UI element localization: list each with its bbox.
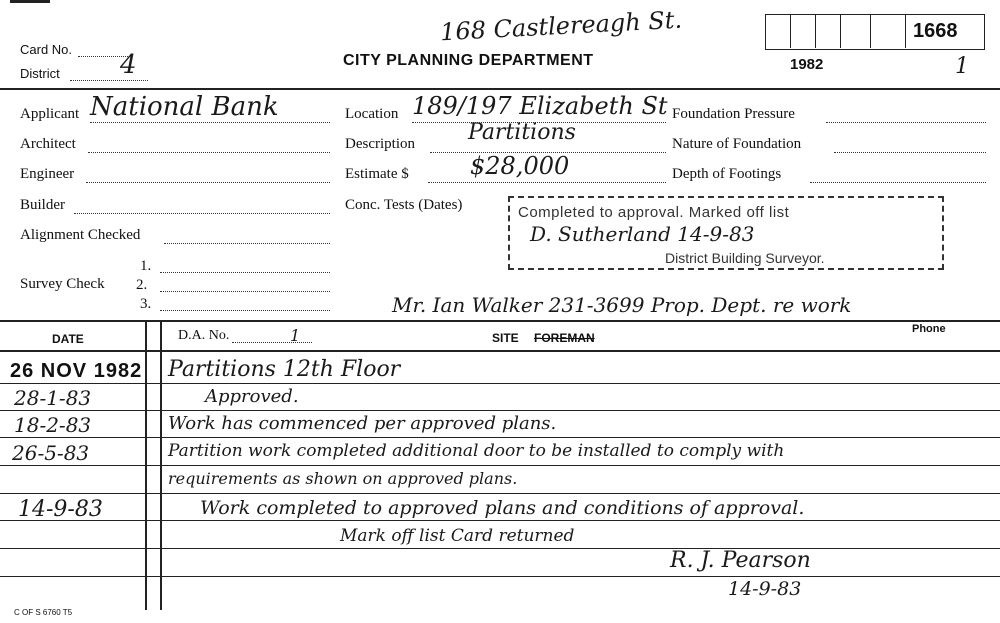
row-4-text: Partition work completed additional door to be installed to comply with <box>168 441 785 461</box>
survey-check-label: Survey Check <box>20 276 105 292</box>
card-suffix: 1 <box>955 54 969 79</box>
foreman-note: Mr. Ian Walker 231-3699 Prop. Dept. re work <box>392 293 852 317</box>
applicant-value: National Bank <box>90 92 279 122</box>
da-no-label: D.A. No. <box>178 328 230 343</box>
form-code: C OF S 6760 T5 <box>14 608 73 617</box>
inspector-signature: R. J. Pearson <box>670 548 811 573</box>
alignment-checked-label: Alignment Checked <box>20 227 141 243</box>
signature-date: 14-9-83 <box>728 578 802 600</box>
row-3-date: 18-2-83 <box>14 413 92 437</box>
depth-of-footings-label: Depth of Footings <box>672 166 782 182</box>
foundation-pressure-label: Foundation Pressure <box>672 106 795 122</box>
page-title: CITY PLANNING DEPARTMENT <box>343 52 594 69</box>
da-no-value: 1 <box>290 326 301 345</box>
row-2-text: Approved. <box>205 386 299 407</box>
location-label: Location <box>345 106 399 122</box>
card-number: 1668 <box>913 20 958 42</box>
year-label: 1982 <box>790 56 824 73</box>
architect-label: Architect <box>20 136 76 152</box>
date-header: DATE <box>52 332 84 346</box>
foreman-label: FOREMAN <box>534 331 595 345</box>
nature-of-foundation-label: Nature of Foundation <box>672 136 802 152</box>
description-label: Description <box>345 136 415 152</box>
address-note: 168 Castlereagh St. <box>439 5 683 47</box>
row-1-date: 26 NOV 1982 <box>10 360 143 382</box>
row-6-date: 14-9-83 <box>18 497 103 522</box>
location-value: 189/197 Elizabeth St <box>412 92 668 120</box>
estimate-label: Estimate $ <box>345 166 409 182</box>
phone-label: Phone <box>912 323 946 335</box>
row-4-date: 26-5-83 <box>12 441 90 465</box>
survey-number-1: 1. <box>140 258 152 274</box>
row-1-text: Partitions 12th Floor <box>168 357 401 382</box>
conc-tests-label: Conc. Tests (Dates) <box>345 197 463 213</box>
district-label: District <box>20 66 60 81</box>
row-6-text: Work completed to approved plans and conditions of approval. <box>200 497 805 519</box>
stamp-line2: District Building Surveyor. <box>665 250 825 266</box>
row-3-text: Work has commenced per approved plans. <box>168 413 557 434</box>
row-7-text: Mark off list Card returned <box>340 526 575 546</box>
engineer-label: Engineer <box>20 166 75 182</box>
stamp-signature: D. Sutherland 14-9-83 <box>530 222 755 246</box>
description-value: Partitions <box>468 120 576 145</box>
applicant-label: Applicant <box>20 106 80 122</box>
corner-mark <box>10 0 50 9</box>
survey-number-3: 3. <box>140 296 152 312</box>
card-no-label: Card No. <box>20 42 73 57</box>
estimate-value: $28,000 <box>470 152 570 180</box>
row-2-date: 28-1-83 <box>14 386 92 410</box>
district-value: 4 <box>120 50 137 80</box>
builder-label: Builder <box>20 197 65 213</box>
row-5-text: requirements as shown on approved plans. <box>168 469 518 488</box>
site-label: SITE <box>492 331 519 345</box>
survey-number-2: 2. <box>136 277 148 293</box>
stamp-line1: Completed to approval. Marked off list <box>518 204 790 221</box>
